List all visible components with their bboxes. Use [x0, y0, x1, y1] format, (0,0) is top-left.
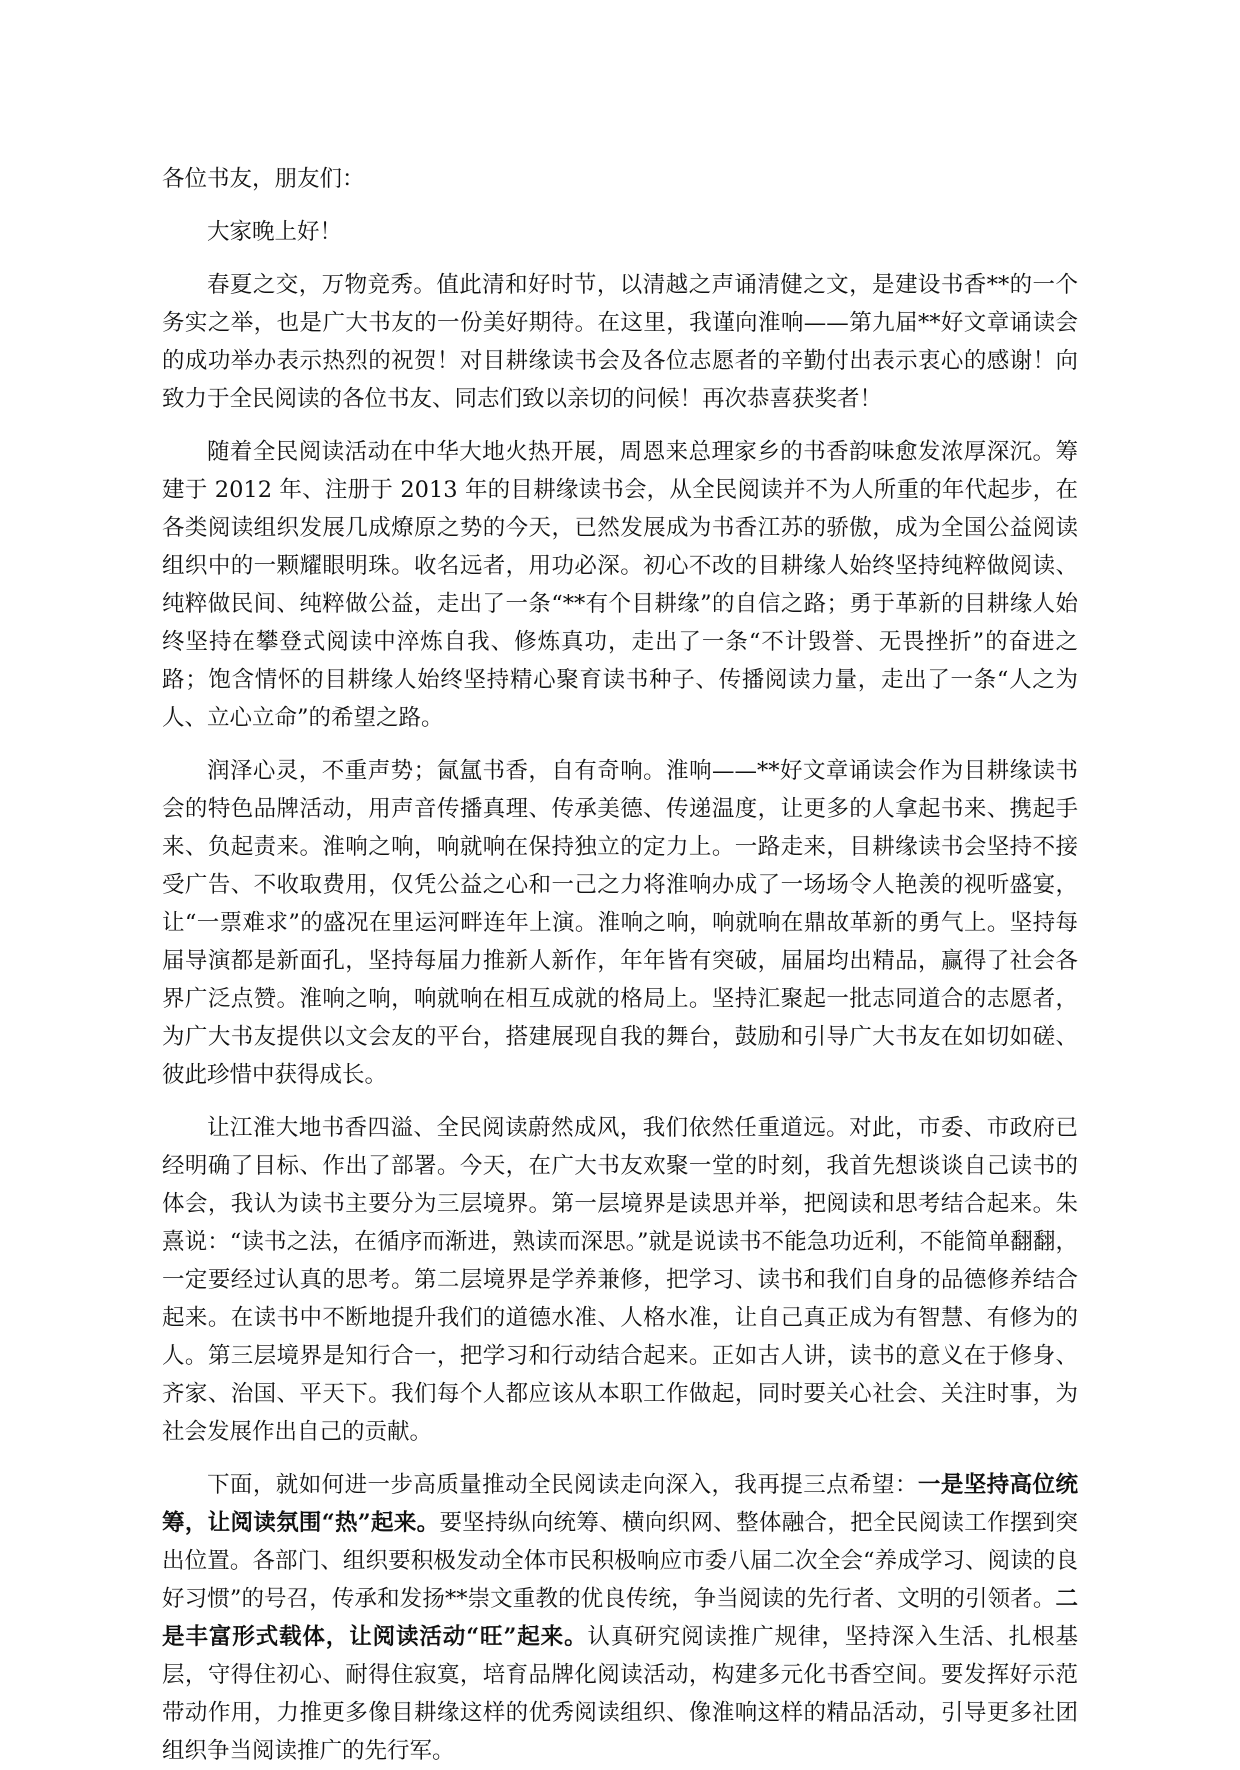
salutation: 各位书友，朋友们：	[162, 166, 365, 192]
paragraph-reading-club-history: 随着全民阅读活动在中华大地火热开展，周恩来总理家乡的书香韵味愈发浓厚深沉。筹建于 2012 年、注册于 2013 年的目耕缘读书会，从全民阅读并不为人所重的年代起步，在各类阅读组织发展几成燎原之势的今天，已然发展成为书香江苏的骄傲，成为全国公益阅读组织中的一颗耀眼明珠。收名远者，用功必深。初心不改的目耕缘人始终坚持纯粹做阅读、纯粹做民间、纯粹做公益，走出了一条“**有个目耕缘”的自信之路；勇于革新的目耕缘人始终坚持在攀登式阅读中淬炼自我、修炼真功，走出了一条“不计毁誉、无畏挫折”的奋进之路；饱含情怀的目耕缘人始终坚持精心聚育读书种子、传播阅读力量，走出了一条“人之为人、立心立命”的希望之路。	[162, 439, 1078, 731]
paragraph-three-hopes	[162, 1466, 1078, 1770]
speech-document	[162, 160, 1078, 1770]
paragraph-congratulations: 春夏之交，万物竞秀。值此清和好时节，以清越之声诵清健之文，是建设书香**的一个务实之举，也是广大书友的一份美好期待。在这里，我谨向淮响——第九届**好文章诵读会的成功举办表示热烈的祝贺！对目耕缘读书会及各位志愿者的辛勤付出表示衷心的感谢！向致力于全民阅读的各位书友、同志们致以亲切的问候！再次恭喜获奖者！	[162, 272, 1078, 412]
hope-one-heading: 一是坚持高位统筹，让阅读氛围“热”起来。	[162, 1472, 1078, 1536]
paragraph-huaixiang-event: 润泽心灵，不重声势；氤氲书香，自有奇响。淮响——**好文章诵读会作为目耕缘读书会的特色品牌活动，用声音传播真理、传承美德、传递温度，让更多的人拿起书来、携起手来、负起责来。淮响之响，响就响在保持独立的定力上。一路走来，目耕缘读书会坚持不接受广告、不收取费用，仅凭公益之心和一己之力将淮响办成了一场场令人艳羡的视听盛宴，让“一票难求”的盛况在里运河畔连年上演。淮响之响，响就响在鼎故革新的勇气上。坚持每届导演都是新面孔，坚持每届力推新人新作，年年皆有突破，届届均出精品，赢得了社会各界广泛点赞。淮响之响，响就响在相互成就的格局上。坚持汇聚起一批志同道合的志愿者，为广大书友提供以文会友的平台，搭建展现自我的舞台，鼓励和引导广大书友在如切如磋、彼此珍惜中获得成长。	[162, 758, 1078, 1088]
hope-two-heading: 二是丰富形式载体，让阅读活动“旺”起来。	[162, 1586, 1078, 1650]
greeting: 大家晚上好！	[207, 219, 343, 245]
hopes-intro: 下面，就如何进一步高质量推动全民阅读走向深入，我再提三点希望：	[207, 1472, 918, 1498]
hope-one-body: 要坚持纵向统筹、横向织网、整体融合，把全民阅读工作摆到突出位置。各部门、组织要积极发动全体市民积极响应市委八届二次全会“养成学习、阅读的良好习惯”的号召，传承和发扬**崇文重教的优良传统，争当阅读的先行者、文明的引领者。	[162, 1510, 1078, 1612]
paragraph-three-realms: 让江淮大地书香四溢、全民阅读蔚然成风，我们依然任重道远。对此，市委、市政府已经明确了目标、作出了部署。今天，在广大书友欢聚一堂的时刻，我首先想谈谈自己读书的体会，我认为读书主要分为三层境界。第一层境界是读思并举，把阅读和思考结合起来。朱熹说：“读书之法，在循序而渐进，熟读而深思。”就是说读书不能急功近利，不能简单翻翻，一定要经过认真的思考。第二层境界是学养兼修，把学习、读书和我们自身的品德修养结合起来。在读书中不断地提升我们的道德水准、人格水准，让自己真正成为有智慧、有修为的人。第三层境界是知行合一，把学习和行动结合起来。正如古人讲，读书的意义在于修身、齐家、治国、平天下。我们每个人都应该从本职工作做起，同时要关心社会、关注时事，为社会发展作出自己的贡献。	[162, 1115, 1078, 1445]
hope-two-body: 认真研究阅读推广规律，坚持深入生活、扎根基层，守得住初心、耐得住寂寞，培育品牌化阅读活动，构建多元化书香空间。要发挥好示范带动作用，力推更多像目耕缘这样的优秀阅读组织、像淮响这样的精品活动，引导更多社团组织争当阅读推广的先行军。	[162, 1624, 1078, 1764]
